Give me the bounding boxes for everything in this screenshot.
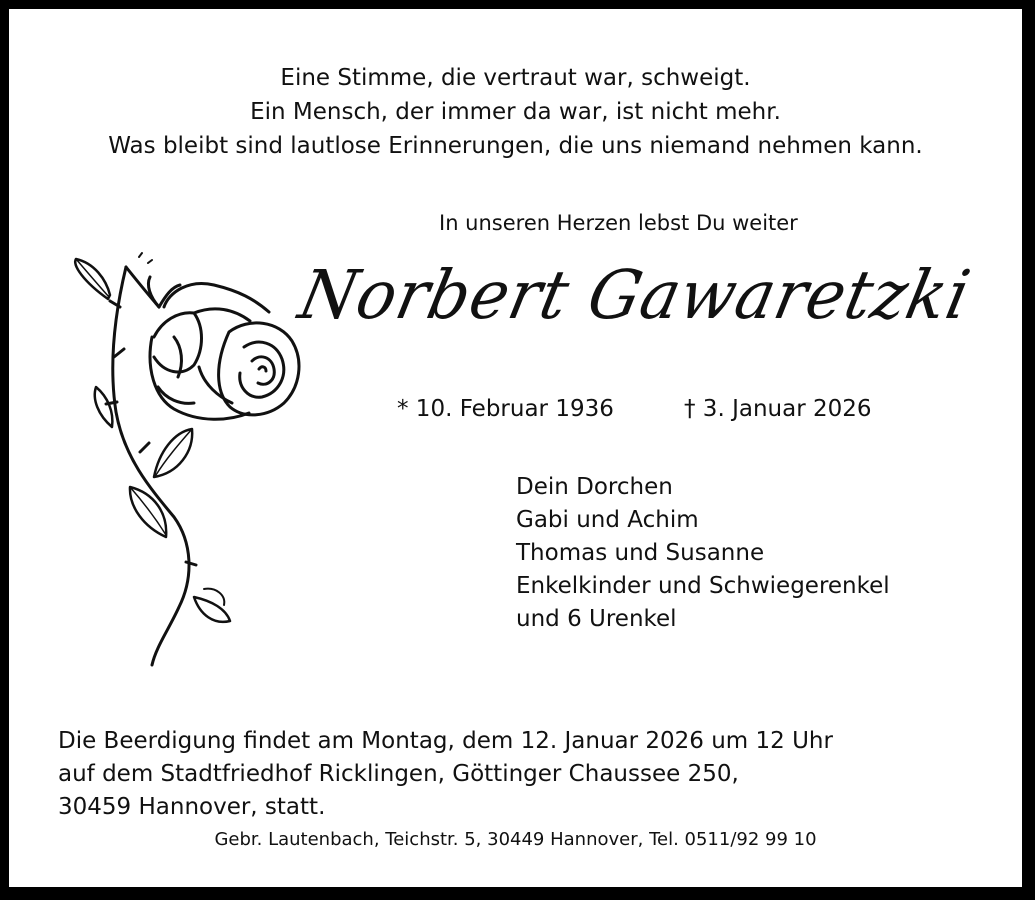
- mourner-item: Dein Dorchen: [516, 474, 673, 500]
- birth-date: * 10. Februar 1936: [397, 396, 614, 422]
- mourner-item: Thomas und Susanne: [516, 540, 765, 566]
- death-date: † 3. Januar 2026: [684, 396, 872, 422]
- poem-line-1: Eine Stimme, die vertraut war, schweigt.: [280, 65, 751, 91]
- funeral-line-3: 30459 Hannover, statt.: [58, 794, 326, 820]
- motto: In unseren Herzen lebst Du weiter: [439, 211, 798, 235]
- poem: [9, 61, 1022, 163]
- mourners-list: [516, 471, 890, 636]
- mourner-item: Gabi und Achim: [516, 507, 699, 533]
- rose-illustration-icon: [54, 237, 314, 677]
- funeral-line-1: Die Beerdigung findet am Montag, dem 12. Januar 2026 um 12 Uhr: [58, 728, 833, 754]
- poem-line-3: Was bleibt sind lautlose Erinnerungen, die uns niemand nehmen kann.: [108, 133, 923, 159]
- funeral-line-2: auf dem Stadtfriedhof Ricklingen, Göttinger Chaussee 250,: [58, 761, 739, 787]
- obituary-card: [9, 9, 1022, 887]
- poem-line-2: Ein Mensch, der immer da war, ist nicht mehr.: [250, 99, 781, 125]
- mourner-item: und 6 Urenkel: [516, 606, 677, 632]
- mourner-item: Enkelkinder und Schwiegerenkel: [516, 573, 890, 599]
- funeral-notice: [58, 725, 833, 824]
- deceased-name: Norbert Gawaretzki: [292, 257, 977, 335]
- undertaker-info: Gebr. Lautenbach, Teichstr. 5, 30449 Hannover, Tel. 0511/92 99 10: [214, 829, 817, 850]
